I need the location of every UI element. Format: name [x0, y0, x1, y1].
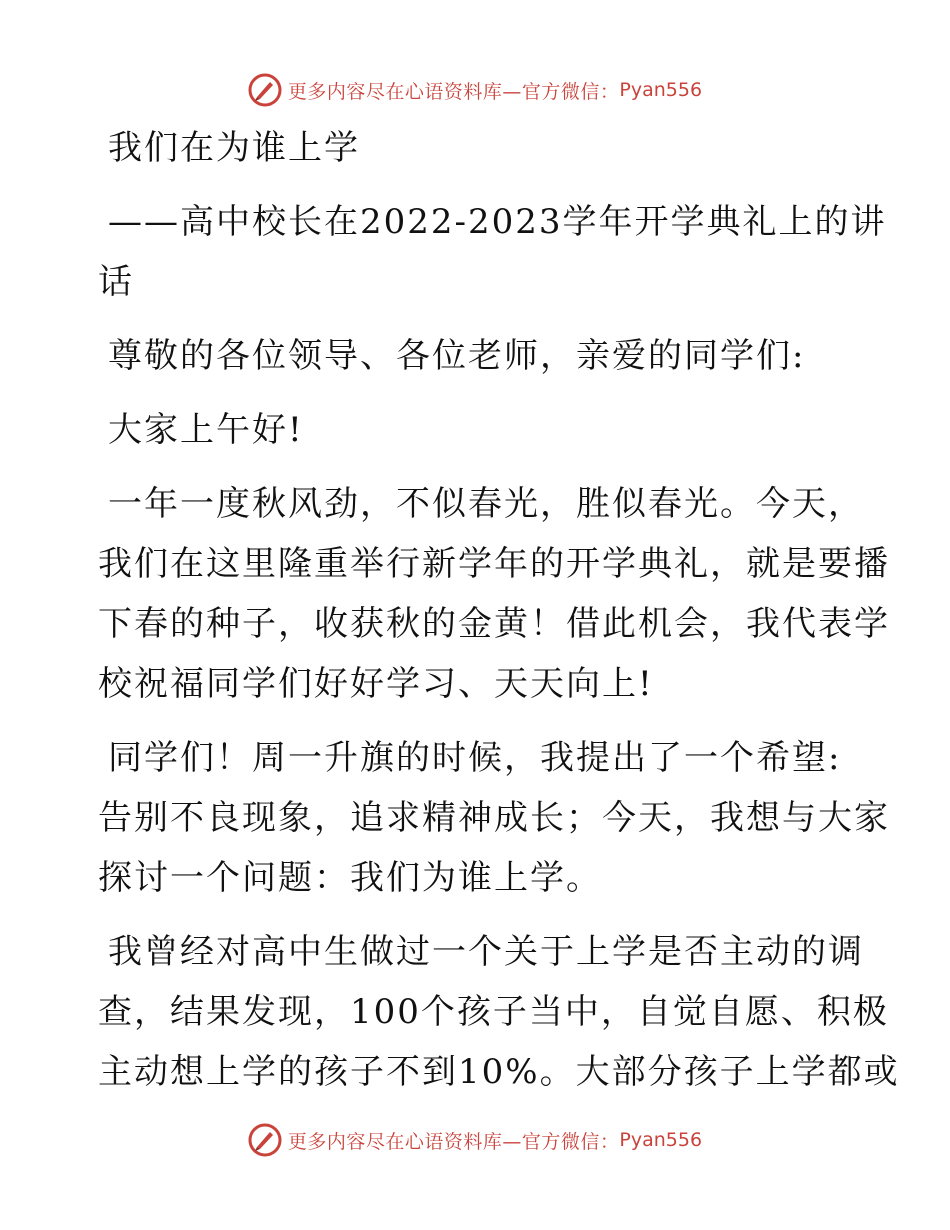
banner-text: 更多内容尽在心语资料库—官方微信：: [287, 80, 620, 103]
paragraph-1-line-3: 下春的种子，收获秋的金黄！借此机会，我代表学: [98, 604, 890, 644]
paragraph-2-line-2: 告别不良现象，追求精神成长；今天，我想与大家: [98, 798, 890, 838]
banner-text: 更多内容尽在心语资料库—官方微信：: [287, 1130, 620, 1153]
banner-wechat-id: Pyan556: [619, 79, 703, 101]
paragraph-2-line-1: 同学们！周一升旗的时候，我提出了一个希望:: [108, 738, 842, 778]
paragraph-3-line-2: 查，结果发现，100个孩子当中，自觉自愿、积极: [98, 992, 889, 1032]
header-banner: [0, 70, 950, 110]
paragraph-2-line-3: 探讨一个问题：我们为谁上学。: [98, 858, 602, 898]
footer-banner: [0, 1120, 950, 1160]
quill-pen-icon: [248, 73, 282, 107]
document-body: [98, 118, 900, 1102]
salutation: 尊敬的各位领导、各位老师，亲爱的同学们:: [108, 336, 806, 376]
document-subtitle-line-1: ——高中校长在2022-2023学年开学典礼上的讲: [108, 202, 887, 242]
paragraph-3-line-1: 我曾经对高中生做过一个关于上学是否主动的调: [108, 932, 864, 972]
banner-wechat-id: Pyan556: [619, 1129, 703, 1151]
greeting: 大家上午好!: [108, 410, 304, 450]
paragraph-1-line-1: 一年一度秋风劲，不似春光，胜似春光。今天，: [108, 484, 864, 524]
paragraph-1-line-4: 校祝福同学们好好学习、天天向上!: [98, 664, 654, 704]
document-subtitle-line-2: 话: [98, 262, 134, 302]
paragraph-1-line-2: 我们在这里隆重举行新学年的开学典礼，就是要播: [98, 544, 890, 584]
paragraph-3-line-3: 主动想上学的孩子不到10%。大部分孩子上学都或: [98, 1052, 900, 1092]
document-title: 我们在为谁上学: [108, 128, 360, 168]
quill-pen-icon: [248, 1123, 282, 1157]
